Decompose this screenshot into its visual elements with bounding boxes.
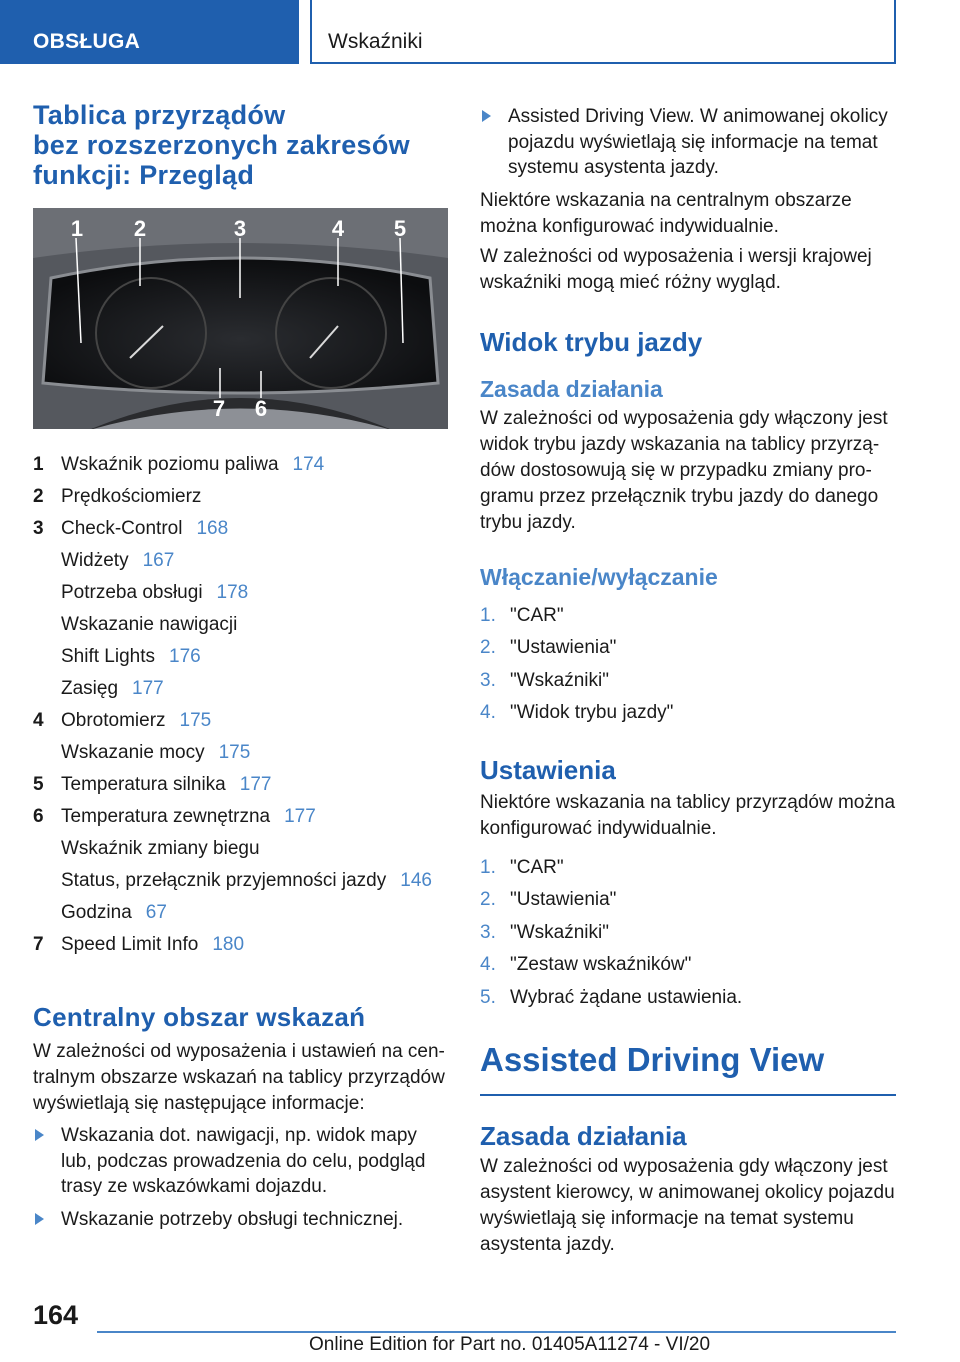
settings-steps (480, 852, 896, 1015)
page-number: 164 (33, 1300, 79, 1330)
legend-number: 4 (33, 710, 44, 731)
step-item (480, 632, 896, 665)
principle-text: W zależności od wyposażenia gdy włączony jest widok trybu jazdy wskazania na tablicy przyrzą-dów dostosowują się w przypadku zmiany pro-gramu przez przełącznik trybu jazdy do danego trybu jazdy. (480, 407, 888, 533)
legend-text: Wskaźnik poziomu paliwa (61, 454, 279, 475)
step-text: "CAR" (510, 604, 564, 626)
legend-item (33, 897, 448, 929)
step-text: Wybrać żądane ustawienia. (510, 986, 743, 1008)
page-ref-link[interactable]: 67 (145, 902, 167, 923)
step-item (480, 697, 896, 730)
overview-title-line-3: funkcji: Przegląd (33, 160, 255, 190)
principle-heading: Zasada działania (480, 375, 663, 402)
triangle-bullet-icon (35, 1213, 44, 1225)
legend-text: Zasięg (61, 678, 119, 699)
legend-text: Status, przełącznik przyjemności jazdy (61, 870, 387, 891)
step-number: 5. (480, 986, 496, 1008)
legend-item (33, 609, 448, 641)
legend-item (33, 577, 448, 609)
legend-item (33, 481, 448, 513)
legend-text: Speed Limit Info (61, 934, 199, 955)
figure-legend (33, 449, 448, 961)
callout-4: 4 (331, 216, 345, 241)
page-ref-link[interactable]: 174 (292, 454, 325, 475)
step-item (480, 884, 896, 917)
step-text: "Ustawienia" (510, 637, 617, 658)
page-ref-link[interactable]: 168 (196, 518, 229, 539)
legend-text: Wskazanie nawigacji (61, 614, 238, 635)
step-number: 3. (480, 921, 496, 943)
chapter-title: Wskaźniki (310, 0, 896, 64)
legend-item (33, 673, 448, 705)
step-number: 4. (480, 702, 496, 723)
legend-text: Shift Lights (61, 646, 155, 667)
callout-6: 6 (254, 396, 268, 421)
legend-text: Wskaźnik zmiany biegu (61, 838, 260, 859)
page-ref-link[interactable]: 176 (169, 646, 201, 667)
step-number: 4. (480, 954, 496, 975)
drive-mode-heading: Widok trybu jazdy (480, 326, 703, 357)
legend-item (33, 513, 448, 545)
legend-number: 5 (33, 774, 44, 795)
list-item-text: Wskazania dot. nawigacji, np. widok mapy lub, podczas prowadzenia do celu, podgląd trasy ze wskazówkami dojazdu. (61, 1125, 426, 1197)
central-area-heading: Centralny obszar wskazań (33, 1002, 366, 1032)
legend-item (33, 449, 448, 481)
overview-title (33, 100, 448, 190)
legend-number: 1 (33, 454, 44, 475)
right-column (480, 100, 896, 1258)
step-item (480, 852, 896, 885)
step-text: "Wskaźniki" (510, 921, 609, 943)
adv-text: W zależności od wyposażenia gdy włączony jest asystent kierowcy, w animowanej okolicy pojazdu wyświetlają się informacje na temat systemu asystenta jazdy. (480, 1156, 895, 1255)
legend-item (33, 801, 448, 833)
instrument-cluster-figure (33, 208, 448, 429)
page-ref-link[interactable]: 178 (216, 582, 249, 603)
variant-paragraph: W zależności od wyposażenia i wersji krajowej wskaźniki mogą mieć różny wygląd. (480, 245, 872, 293)
page-ref-link[interactable]: 175 (218, 742, 251, 763)
step-text: "CAR" (510, 856, 564, 878)
config-paragraph: Niektóre wskazania na centralnym obszarze można konfigurować indywidualnie. (480, 189, 852, 237)
central-area-list (33, 1123, 448, 1232)
page-ref-link[interactable]: 177 (132, 678, 164, 699)
left-column (33, 100, 448, 1239)
callout-2: 2 (133, 216, 147, 241)
legend-item (33, 737, 448, 769)
legend-item (33, 641, 448, 673)
step-text: "Ustawienia" (510, 889, 617, 910)
callout-3: 3 (233, 216, 247, 241)
legend-item (33, 865, 448, 897)
legend-item (33, 705, 448, 737)
list-item (33, 1207, 448, 1233)
legend-text: Obrotomierz (61, 710, 166, 731)
page-ref-link[interactable]: 167 (142, 550, 175, 571)
legend-text: Check-Control (61, 518, 183, 539)
legend-number: 7 (33, 934, 44, 955)
footer-divider (97, 1331, 896, 1333)
adv-principle-heading: Zasada działania (480, 1121, 687, 1151)
legend-number: 2 (33, 486, 44, 507)
step-item (480, 917, 896, 950)
legend-item (33, 833, 448, 865)
legend-text: Temperatura silnika (61, 774, 226, 795)
step-number: 2. (480, 637, 496, 658)
legend-text: Potrzeba obsługi (61, 582, 203, 603)
page-header (0, 0, 960, 66)
step-number: 3. (480, 669, 496, 691)
triangle-bullet-icon (35, 1129, 44, 1141)
page-ref-link[interactable]: 177 (239, 774, 272, 795)
page-ref-link[interactable]: 175 (179, 710, 212, 731)
legend-item (33, 769, 448, 801)
onoff-steps (480, 600, 896, 730)
step-text: "Zestaw wskaźników" (510, 954, 692, 975)
legend-number: 3 (33, 518, 44, 539)
step-item (480, 949, 896, 982)
adv-heading: Assisted Driving View (480, 1040, 896, 1096)
central-area-list-continued (480, 104, 896, 181)
settings-text: Niektóre wskazania na tablicy przyrządów można konfigurować indywidualnie. (480, 791, 896, 839)
step-number: 1. (480, 856, 496, 878)
legend-text: Prędkościomierz (61, 486, 202, 507)
step-text: "Wskaźniki" (510, 669, 609, 691)
overview-title-line-2: bez rozszerzonych zakresów (33, 130, 410, 160)
step-number: 1. (480, 604, 496, 626)
section-tab: OBSŁUGA (0, 0, 299, 64)
settings-heading: Ustawienia (480, 754, 616, 785)
page-ref-link[interactable]: 177 (284, 806, 316, 827)
step-item (480, 600, 896, 633)
onoff-heading: Włączanie/wyłączanie (480, 563, 718, 590)
legend-text: Wskazanie mocy (61, 742, 205, 763)
list-item (33, 1123, 448, 1200)
triangle-bullet-icon (482, 110, 491, 122)
legend-item (33, 545, 448, 577)
list-item-text: Assisted Driving View. W animowanej okolicy pojazdu wyświetlają się informacje na temat systemu asystenta jazdy. (508, 106, 888, 178)
page-ref-link[interactable]: 180 (212, 934, 245, 955)
legend-text: Widżety (61, 550, 129, 571)
step-item (480, 982, 896, 1015)
callout-5: 5 (393, 216, 407, 241)
legend-text: Godzina (61, 902, 132, 923)
callout-1: 1 (70, 216, 84, 241)
list-item-text: Wskazanie potrzeby obsługi technicznej. (61, 1208, 404, 1230)
step-item (480, 665, 896, 698)
step-number: 2. (480, 889, 496, 910)
overview-title-line-1: Tablica przyrządów (33, 100, 286, 130)
legend-number: 6 (33, 806, 44, 827)
central-area-text: W zależności od wyposażenia i ustawień na cen-tralnym obszarze wskazań na tablicy przyrządów wyświetlają się następujące informacje: (33, 1041, 445, 1114)
step-text: "Widok trybu jazdy" (510, 702, 674, 723)
list-item (480, 104, 896, 181)
legend-item (33, 929, 448, 961)
footer-edition: Online Edition for Part no. 01405A11274 - VI/20 (309, 1334, 711, 1355)
legend-text: Temperatura zewnętrzna (61, 806, 271, 827)
page-ref-link[interactable]: 146 (400, 870, 432, 891)
callout-7: 7 (212, 396, 226, 421)
